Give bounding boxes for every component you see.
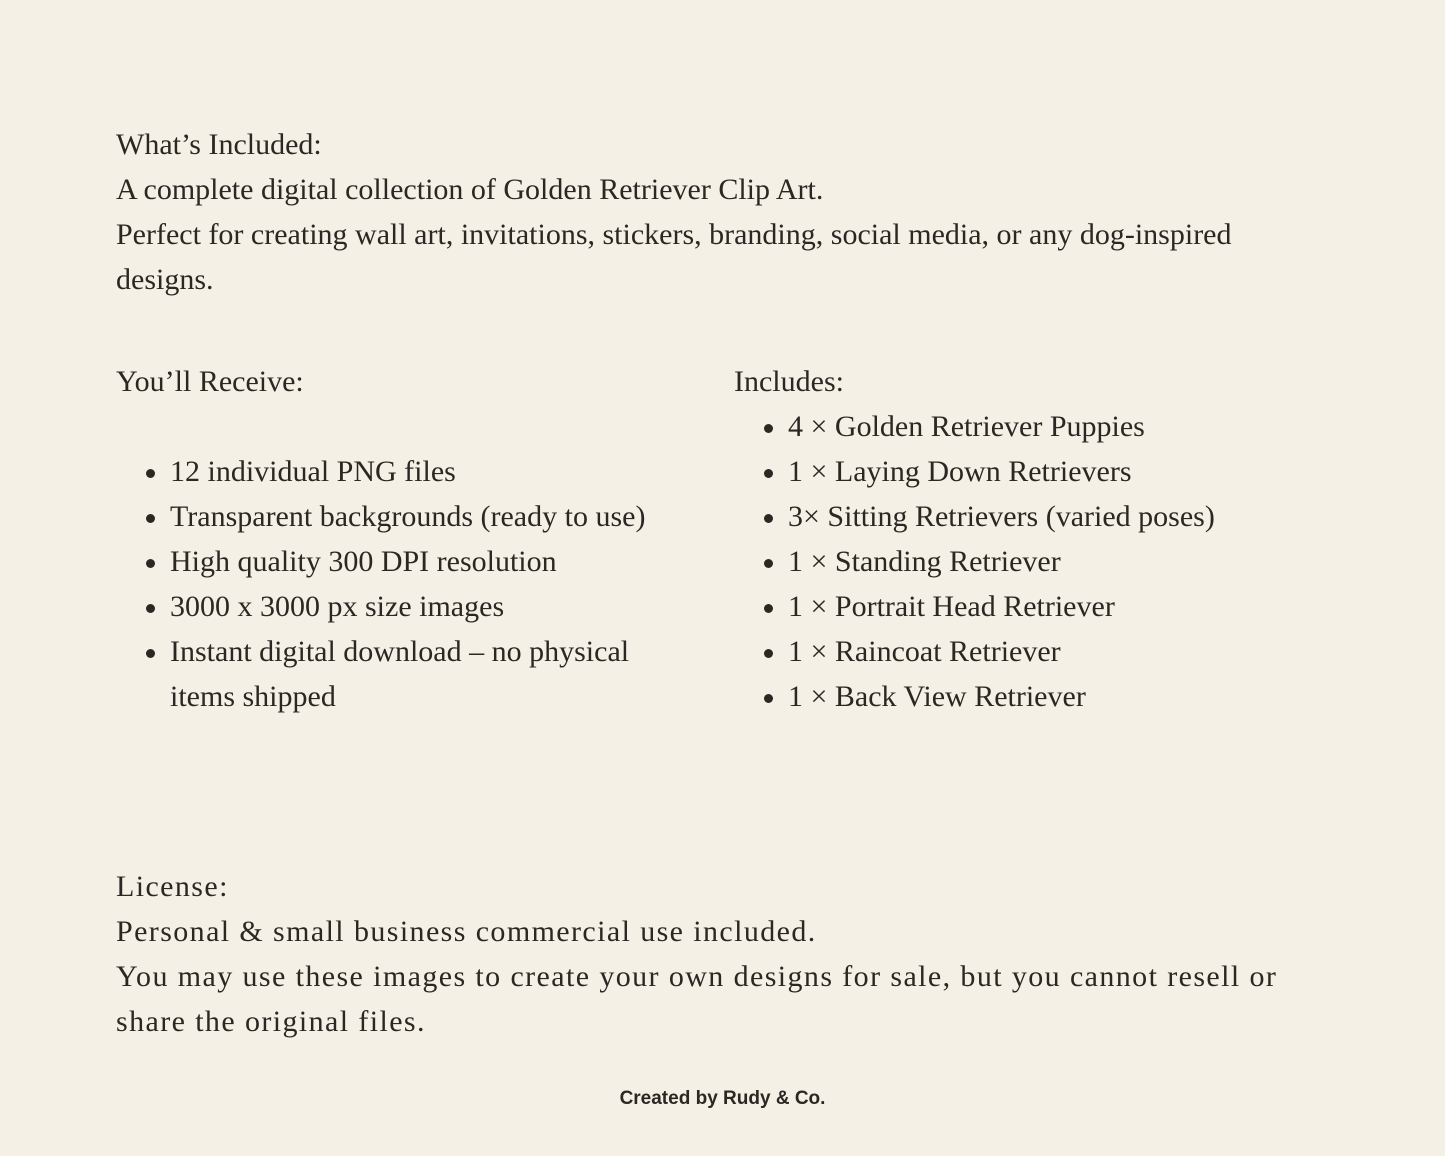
bullet-icon xyxy=(146,469,155,478)
bullet-icon xyxy=(764,559,773,568)
license-scope: Personal & small business commercial use included. xyxy=(116,915,817,948)
includes-section xyxy=(734,359,1334,719)
license-terms: You may use these images to create your own designs for sale, but you cannot resell or share the original files. xyxy=(116,960,1278,1038)
collection-description: A complete digital collection of Golden Retriever Clip Art. xyxy=(116,173,824,206)
includes-list xyxy=(734,404,1334,719)
list-item xyxy=(788,404,1334,449)
bullet-icon xyxy=(146,604,155,613)
list-item xyxy=(788,539,1334,584)
bullet-icon xyxy=(764,469,773,478)
list-item-text: Instant digital download – no physical items shipped xyxy=(170,635,630,713)
list-item-text: 1 × Back View Retriever xyxy=(788,680,1086,713)
list-item xyxy=(788,494,1334,539)
list-item xyxy=(170,539,696,584)
list-item xyxy=(788,674,1334,719)
bullet-icon xyxy=(764,604,773,613)
list-item-text: Transparent backgrounds (ready to use) xyxy=(170,500,646,533)
list-item-text: 1 × Portrait Head Retriever xyxy=(788,590,1115,623)
list-item-text: 3× Sitting Retrievers (varied poses) xyxy=(788,500,1215,533)
bullet-icon xyxy=(146,559,155,568)
bullet-icon xyxy=(146,649,155,658)
list-item-text: 1 × Standing Retriever xyxy=(788,545,1061,578)
bullet-icon xyxy=(764,514,773,523)
whats-included-heading: What’s Included: xyxy=(116,128,322,161)
list-item-text: High quality 300 DPI resolution xyxy=(170,545,557,578)
bullet-icon xyxy=(764,649,773,658)
list-item-text: 4 × Golden Retriever Puppies xyxy=(788,410,1145,443)
list-item xyxy=(170,584,696,629)
list-item-text: 1 × Laying Down Retrievers xyxy=(788,455,1132,488)
list-item xyxy=(788,629,1334,674)
creator-credit: Created by Rudy & Co. xyxy=(619,1088,826,1109)
list-item xyxy=(170,449,696,494)
list-item-text: 3000 x 3000 px size images xyxy=(170,590,505,623)
license-section xyxy=(116,864,1336,1044)
youll-receive-section xyxy=(116,359,696,719)
usage-description: Perfect for creating wall art, invitations, stickers, branding, social media, or any dog-inspired designs. xyxy=(116,218,1232,296)
receive-list xyxy=(116,449,696,719)
bullet-icon xyxy=(764,694,773,703)
list-item xyxy=(170,629,696,719)
bullet-icon xyxy=(146,514,155,523)
list-item xyxy=(788,449,1334,494)
includes-heading: Includes: xyxy=(734,365,844,398)
youll-receive-heading: You’ll Receive: xyxy=(116,365,304,398)
list-item-text: 1 × Raincoat Retriever xyxy=(788,635,1061,668)
license-heading: License: xyxy=(116,870,229,903)
list-item xyxy=(170,494,696,539)
list-item-text: 12 individual PNG files xyxy=(170,455,456,488)
whats-included-section xyxy=(116,122,1326,302)
bullet-icon xyxy=(764,424,773,433)
list-item xyxy=(788,584,1334,629)
